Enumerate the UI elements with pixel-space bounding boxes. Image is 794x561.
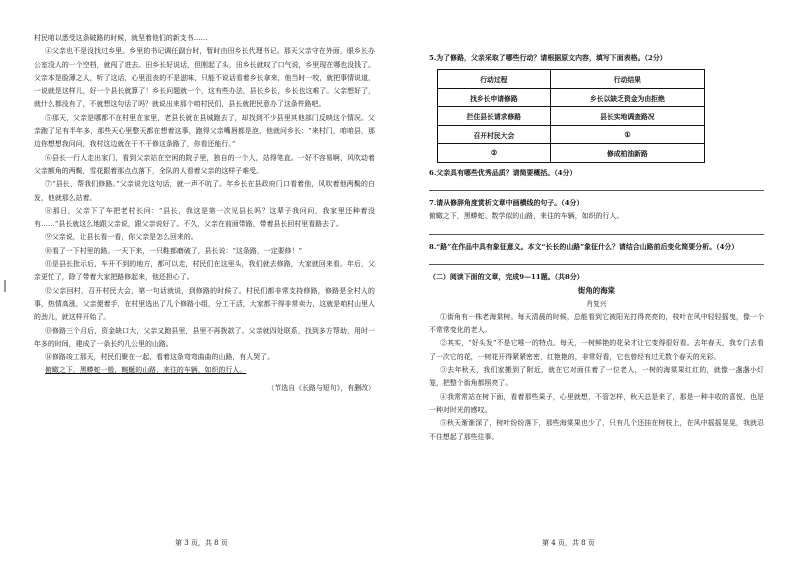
right-paragraphs (429, 311, 764, 444)
right-page (397, 0, 794, 561)
citation: （节选自《长路与短句》，有删改） (267, 383, 375, 392)
paragraph: ⑥县长一行人走出家门，看到父亲站在空闲的院子里，独自的一个人，站得笔直。一好不容易啊，风吹动着父亲额角的两鬓，雪花跟着那点点落下，全队的人看着父亲的这样子难受。 (34, 153, 375, 175)
answer-line[interactable] (429, 224, 764, 235)
table-cell: 乡长以缺乏资金为由拒绝 (550, 88, 704, 107)
paragraph: ⑤秋天渐渐深了，树叶纷纷落下，那些海棠果也少了，只有几个还挂在树枝上，在风中摇摇晃晃，我就忍不住想起了那些往事。 (429, 419, 764, 441)
paragraph: ②其实，“好头发”不是它唯一的特点。每天，一树鲜艳的花朵才让它变得很好看。去年春天，我专门去看了一次它的花，一树花开得紧紧密密，红艳艳的，非常好看，它也曾经有过无数个春天的光彩。 (429, 339, 764, 361)
paragraph: ⑦“县长，帮我们修路。”父亲说完这句话，就一声不吭了。年乡长在县政府门口看着他，风吹着他两鬓的白发，他就那么站着。 (34, 180, 375, 202)
table-cell: 拦住县长请求修路 (438, 107, 551, 126)
table-cell: 找乡长申请修路 (438, 88, 551, 107)
table-row (438, 144, 705, 163)
table-header: 行动结果 (550, 70, 704, 89)
table-row (438, 107, 705, 126)
binding-mark (4, 280, 6, 292)
paragraph: ⑤那天，父亲是哪都不在村里在家里，老县长就在县城跑去了，却找到不少县里其他部门反映这个情况。父亲跑了足有半年多，那些天心里整天都在想着这事，跑得父亲嘴唇都是泡，他就问乡长：“来村门，咱咱县，那边你想想我问问，我村这边就在干不干修这条路了，你看还能行。” (34, 113, 375, 149)
underlined-sentence: 俯瞰之下，黑蟒蛇一般，蜿蜒的山路，来往的车辆，如织的行人。 (45, 366, 247, 375)
paragraph: ⑪是县长批示后，车开不到的地方，都可以走，村民们在这里头，我们就去修路，大家就回来看。年后，父亲更忙了，除了带着大家把路修起来，他还担心了。 (34, 260, 375, 282)
paragraph: ①街角有一株老海棠树。每天清晨的时候，总能看到它被阳光打得亮亮的，枝叶在风中轻轻摇曳，像一个不常常变化的老人。 (429, 312, 764, 335)
article-author: 肖复兴 (586, 299, 607, 308)
table-row (438, 88, 705, 107)
paragraph: ⑭修路竣工那天，村民们聚在一起，看着这条弯弯曲曲的山路，有人哭了。 (45, 353, 275, 362)
paragraph: ③去年秋天，我们家搬到了附近，就在它对面住着了一位老人，一树的海棠果红红的，就像一盏盏小灯笼，把整个街角都照亮了。 (429, 366, 764, 388)
paragraph: ⑫父亲回村，召开村民大会，第一句话就说，到修路的时候了。村民们都非常支持修路，修路是全村人的事，热情高涨，父亲便着手，在村里选出了几个修路小组，分工干活，大家都干得非常卖力，这就是咱村山里人的劲儿，就这样开始了。 (34, 286, 375, 322)
paragraph: ④父亲也不是没找过乡里。乡里的书记调任副台时，暂时由田乡长代理书记。那天父亲守在外面，眼乡长办公室没人的一个空档，就闯了进去。田乡长好说话，但刚起了头，田乡长就叹了口气说，乡里现在哪也没钱了。父亲本是脸薄之人，听了这话，心里沮丧的不是滋味，只能不说话看着乡长拿来，他当时一咬，就把事情说道，一说就是这样儿，好一个县长就算了！乡长问题就一个，这有些办法，县长乡长，乡长也这难了。父亲想好了，就什么都没有了，不就想这句话了吗？就说出来那个咱村民们，县长就把民意办了这条件路吧。 (34, 47, 375, 109)
page-footer-left: 第 3 页，共 8 页 (175, 539, 228, 547)
table-header-row (438, 70, 705, 89)
paragraph: ⑨父亲说，让县长看一看，你父亲是怎么回来的。 (45, 233, 198, 242)
question-8: 8.“路”在作品中具有象征意义。本文“长长的山路”象征什么？请结合山路前后变化简要分析。（4分） (429, 242, 739, 251)
question-7-sentence: 俯瞰之下，黑蟒蛇、数学似的山路，来往的车辆，如织的行人。 (429, 212, 624, 221)
table-cell: 召开村民大会 (438, 125, 551, 144)
paragraph: ⑬修路三个月后，资金缺口大，父亲又跑县里，县里不再拨款了。父亲就四处联系，找到多方帮助，用时一年多的时间，建成了一条长约几公里的山路。 (34, 326, 375, 348)
page-footer-right: 第 4 页，共 8 页 (542, 539, 595, 547)
article-title: 街角的海棠 (577, 286, 616, 296)
paragraph: ④我常常站在树下面，看着那些果子，心里就想，不管怎样，秋天总是来了，那是一种丰收的喜悦，也是一种对时光的感叹。 (429, 392, 764, 414)
table-cell: ② (438, 144, 551, 163)
question-6: 6.父亲具有哪些优秀品质？请简要概括。（4分） (429, 168, 577, 177)
table-row (438, 125, 705, 144)
paragraph: ⑩看了一下村里的路。一天下来，一只鞋都磨破了，县长说：“这条路，一定要修！” (45, 246, 303, 255)
section-heading: （二）阅读下面的文章，完成9—11题。（共8分） (429, 272, 584, 281)
table-cell: 修成柏油新路 (550, 144, 704, 163)
table-cell: 县长实地调查路况 (550, 107, 704, 126)
question-7: 7.请从修辞角度赏析文章中画横线的句子。（4分） (429, 199, 584, 208)
paragraph: ⑧那日，父亲下了车把老村长问：“县长，我这是第一次见县长吗？这辈子我问问，我家里还种着没有……”县长就这么地跟父亲说，跟父亲说好了。不久，父亲在前面带路，带着县长回村里看路去了。 (34, 206, 375, 229)
question-5: 5.为了修路，父亲采取了哪些行动？请根据原文内容，填写下面表格。（2分） (429, 54, 667, 62)
action-table (437, 69, 705, 163)
answer-line[interactable] (429, 254, 764, 265)
table-header: 行动过程 (438, 70, 551, 89)
answer-line[interactable] (429, 180, 764, 191)
paragraph: 村民咱以悉受这条破路的时候，就坚着他们的新支书…… (34, 34, 208, 42)
left-paragraphs (34, 32, 375, 378)
table-cell: ① (550, 125, 704, 144)
